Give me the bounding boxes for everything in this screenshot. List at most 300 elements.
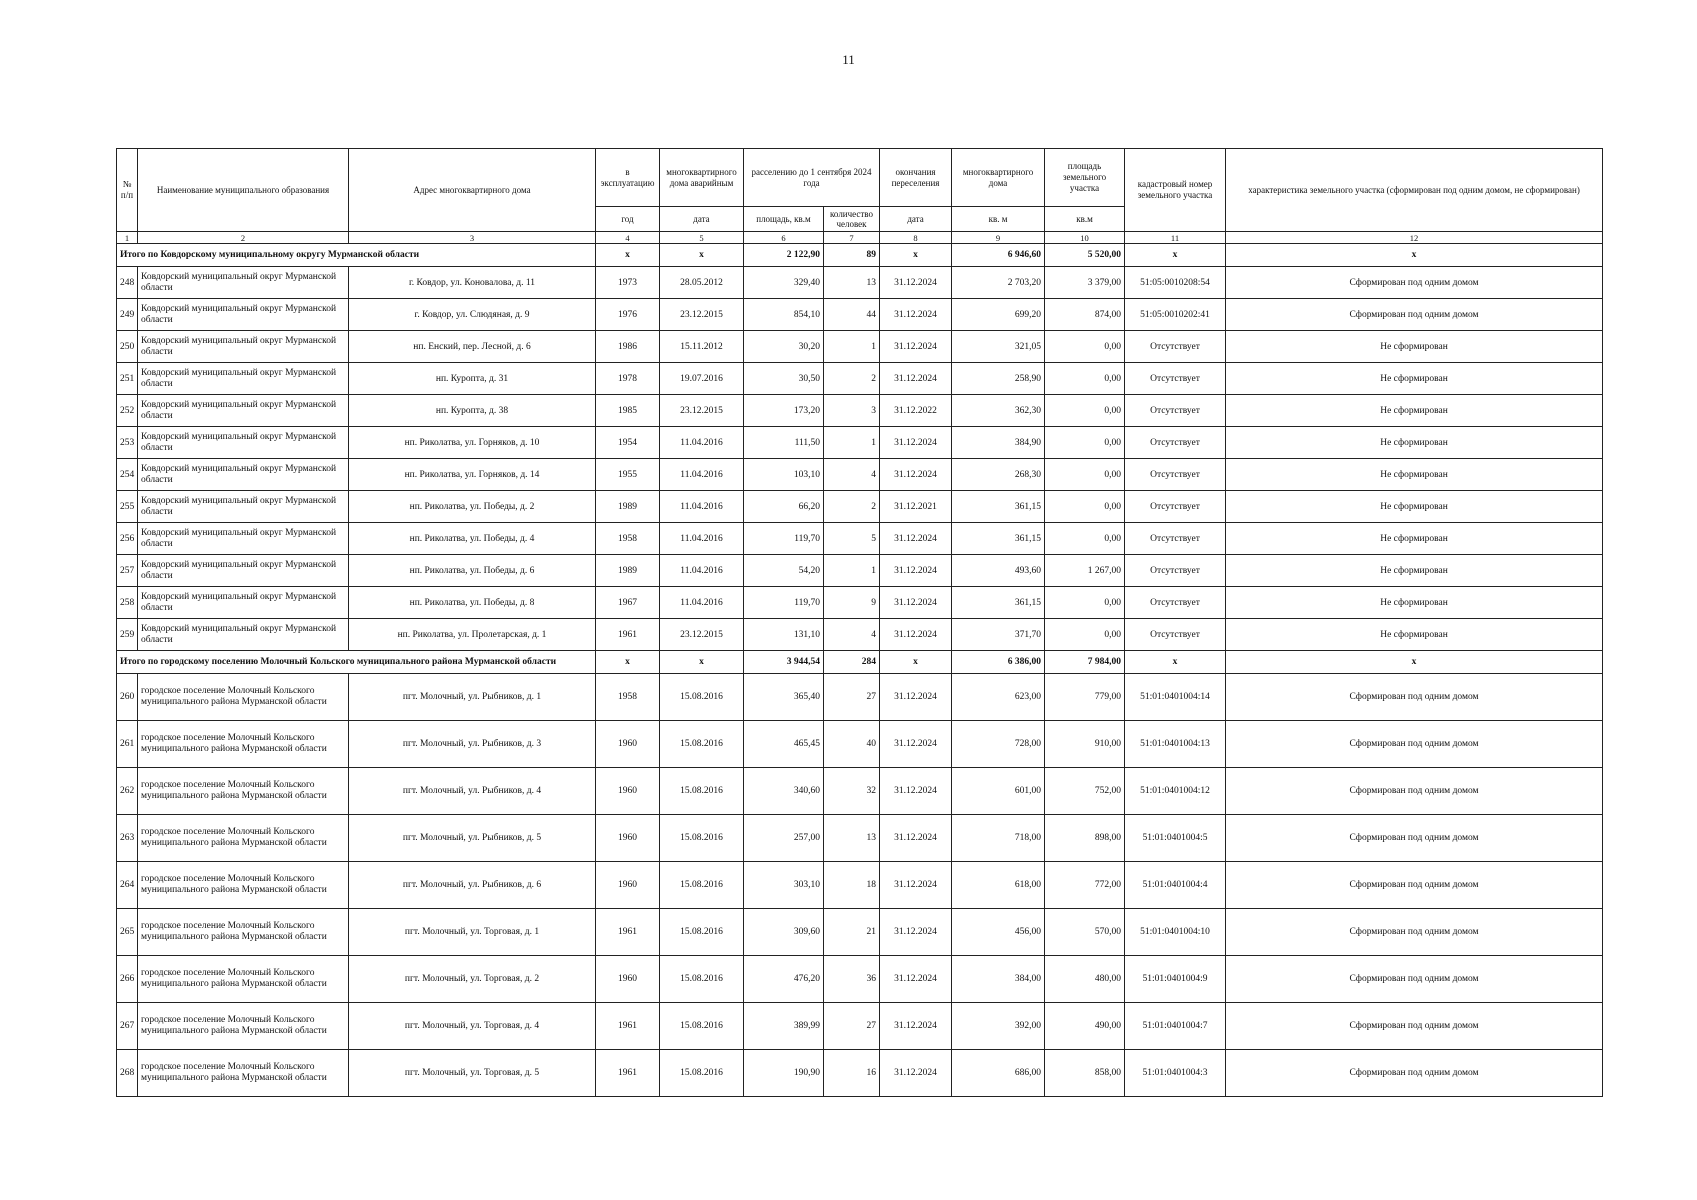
people-cell: 44 <box>824 299 880 331</box>
year-cell: 1960 <box>596 721 660 768</box>
total-row <box>117 651 1603 674</box>
total-label: Итого по городскому поселению Молочный Кольского муниципального района Мурманской области <box>117 651 596 674</box>
house-area-cell: 2 703,20 <box>952 267 1045 299</box>
people-cell: 5 <box>824 523 880 555</box>
people-cell: 2 <box>824 363 880 395</box>
area-cell: 103,10 <box>744 459 824 491</box>
municipality-cell: Ковдорский муниципальный округ Мурманской области <box>138 587 349 619</box>
people-cell: 1 <box>824 555 880 587</box>
municipality-cell: Ковдорский муниципальный округ Мурманской области <box>138 267 349 299</box>
col-area-house: многоквартирного дома <box>952 149 1045 207</box>
land-char-cell: Сформирован под одним домом <box>1226 862 1603 909</box>
col-resettle: расселению до 1 сентября 2024 года <box>744 149 880 207</box>
year-cell: 1985 <box>596 395 660 427</box>
address-cell: пгт. Молочный, ул. Рыбников, д. 3 <box>349 721 596 768</box>
row-number: 255 <box>117 491 138 523</box>
area-cell: 329,40 <box>744 267 824 299</box>
address-cell: пгт. Молочный, ул. Рыбников, д. 5 <box>349 815 596 862</box>
land-area-cell: 0,00 <box>1045 331 1125 363</box>
col-number: 8 <box>880 232 952 244</box>
municipality-cell: Ковдорский муниципальный округ Мурманской области <box>138 299 349 331</box>
emergency-date-cell: 11.04.2016 <box>660 491 744 523</box>
emergency-date-cell: 11.04.2016 <box>660 523 744 555</box>
year-cell: 1958 <box>596 674 660 721</box>
house-area-cell: 601,00 <box>952 768 1045 815</box>
total-date: x <box>660 651 744 674</box>
house-area-cell: 384,90 <box>952 427 1045 459</box>
col-emergency: многоквартирного дома аварийным <box>660 149 744 207</box>
total-area: 3 944,54 <box>744 651 824 674</box>
cadastral-cell: 51:01:0401004:9 <box>1125 956 1226 1003</box>
col-number: 5 <box>660 232 744 244</box>
row-number: 254 <box>117 459 138 491</box>
address-cell: г. Ковдор, ул. Коновалова, д. 11 <box>349 267 596 299</box>
address-cell: нп. Куропта, д. 31 <box>349 363 596 395</box>
row-number: 257 <box>117 555 138 587</box>
land-char-cell: Не сформирован <box>1226 331 1603 363</box>
cadastral-cell: Отсутствует <box>1125 395 1226 427</box>
municipality-cell: Ковдорский муниципальный округ Мурманской области <box>138 619 349 651</box>
total-date: x <box>660 244 744 267</box>
people-cell: 36 <box>824 956 880 1003</box>
year-cell: 1973 <box>596 267 660 299</box>
land-area-cell: 0,00 <box>1045 491 1125 523</box>
table-row <box>117 491 1603 523</box>
col-cadastral: кадастровый номер земельного участка <box>1125 149 1226 232</box>
table-row <box>117 267 1603 299</box>
house-area-cell: 258,90 <box>952 363 1045 395</box>
emergency-date-cell: 15.08.2016 <box>660 1003 744 1050</box>
col-number: 7 <box>824 232 880 244</box>
land-area-cell: 0,00 <box>1045 363 1125 395</box>
land-char-cell: Не сформирован <box>1226 395 1603 427</box>
year-cell: 1961 <box>596 1050 660 1097</box>
address-cell: нп. Риколатва, ул. Победы, д. 4 <box>349 523 596 555</box>
land-area-cell: 570,00 <box>1045 909 1125 956</box>
end-date-cell: 31.12.2024 <box>880 1003 952 1050</box>
col-commission: в эксплуатацию <box>596 149 660 207</box>
row-number: 263 <box>117 815 138 862</box>
emergency-date-cell: 28.05.2012 <box>660 267 744 299</box>
col-address: Адрес многоквартирного дома <box>349 149 596 232</box>
emergency-date-cell: 15.08.2016 <box>660 956 744 1003</box>
table-row <box>117 459 1603 491</box>
land-char-cell: Сформирован под одним домом <box>1226 815 1603 862</box>
emergency-date-cell: 11.04.2016 <box>660 555 744 587</box>
row-number: 262 <box>117 768 138 815</box>
municipality-cell: городское поселение Молочный Кольского муниципального района Мурманской области <box>138 815 349 862</box>
area-cell: 66,20 <box>744 491 824 523</box>
table-row <box>117 523 1603 555</box>
year-cell: 1961 <box>596 1003 660 1050</box>
area-cell: 340,60 <box>744 768 824 815</box>
total-house-area: 6 946,60 <box>952 244 1045 267</box>
cadastral-cell: Отсутствует <box>1125 555 1226 587</box>
total-cadastral: x <box>1125 651 1226 674</box>
col-number: 1 <box>117 232 138 244</box>
land-area-cell: 752,00 <box>1045 768 1125 815</box>
emergency-date-cell: 15.11.2012 <box>660 331 744 363</box>
total-year: x <box>596 244 660 267</box>
year-cell: 1976 <box>596 299 660 331</box>
house-area-cell: 686,00 <box>952 1050 1045 1097</box>
area-cell: 476,20 <box>744 956 824 1003</box>
people-cell: 18 <box>824 862 880 909</box>
municipality-cell: городское поселение Молочный Кольского муниципального района Мурманской области <box>138 1050 349 1097</box>
total-land-char: x <box>1226 651 1603 674</box>
house-area-cell: 392,00 <box>952 1003 1045 1050</box>
year-cell: 1989 <box>596 555 660 587</box>
table-row <box>117 395 1603 427</box>
total-people: 89 <box>824 244 880 267</box>
col-number: 12 <box>1226 232 1603 244</box>
land-area-cell: 0,00 <box>1045 523 1125 555</box>
end-date-cell: 31.12.2024 <box>880 427 952 459</box>
total-year: x <box>596 651 660 674</box>
cadastral-cell: 51:01:0401004:10 <box>1125 909 1226 956</box>
area-cell: 854,10 <box>744 299 824 331</box>
year-cell: 1960 <box>596 768 660 815</box>
emergency-date-cell: 11.04.2016 <box>660 587 744 619</box>
sub-sqm2: кв.м <box>1045 207 1125 232</box>
table-row <box>117 815 1603 862</box>
land-area-cell: 1 267,00 <box>1045 555 1125 587</box>
year-cell: 1958 <box>596 523 660 555</box>
end-date-cell: 31.12.2024 <box>880 299 952 331</box>
cadastral-cell: 51:01:0401004:4 <box>1125 862 1226 909</box>
emergency-date-cell: 23.12.2015 <box>660 395 744 427</box>
end-date-cell: 31.12.2022 <box>880 395 952 427</box>
house-area-cell: 493,60 <box>952 555 1045 587</box>
total-land-area: 7 984,00 <box>1045 651 1125 674</box>
emergency-date-cell: 11.04.2016 <box>660 459 744 491</box>
area-cell: 30,20 <box>744 331 824 363</box>
house-area-cell: 361,15 <box>952 587 1045 619</box>
row-number: 256 <box>117 523 138 555</box>
land-char-cell: Не сформирован <box>1226 523 1603 555</box>
people-cell: 3 <box>824 395 880 427</box>
people-cell: 16 <box>824 1050 880 1097</box>
table-row <box>117 956 1603 1003</box>
table-row <box>117 587 1603 619</box>
land-area-cell: 0,00 <box>1045 427 1125 459</box>
address-cell: пгт. Молочный, ул. Торговая, д. 5 <box>349 1050 596 1097</box>
col-number: 3 <box>349 232 596 244</box>
total-cadastral: x <box>1125 244 1226 267</box>
land-char-cell: Не сформирован <box>1226 363 1603 395</box>
row-number: 265 <box>117 909 138 956</box>
house-area-cell: 618,00 <box>952 862 1045 909</box>
land-area-cell: 0,00 <box>1045 459 1125 491</box>
column-number-row <box>117 232 1603 244</box>
land-area-cell: 910,00 <box>1045 721 1125 768</box>
address-cell: пгт. Молочный, ул. Торговая, д. 4 <box>349 1003 596 1050</box>
people-cell: 13 <box>824 267 880 299</box>
address-cell: нп. Енский, пер. Лесной, д. 6 <box>349 331 596 363</box>
table-row <box>117 674 1603 721</box>
municipality-cell: Ковдорский муниципальный округ Мурманской области <box>138 459 349 491</box>
end-date-cell: 31.12.2024 <box>880 587 952 619</box>
people-cell: 13 <box>824 815 880 862</box>
total-row <box>117 244 1603 267</box>
area-cell: 54,20 <box>744 555 824 587</box>
cadastral-cell: 51:01:0401004:12 <box>1125 768 1226 815</box>
land-area-cell: 779,00 <box>1045 674 1125 721</box>
cadastral-cell: Отсутствует <box>1125 363 1226 395</box>
land-char-cell: Не сформирован <box>1226 619 1603 651</box>
land-area-cell: 772,00 <box>1045 862 1125 909</box>
row-number: 253 <box>117 427 138 459</box>
col-end-date: окончания переселения <box>880 149 952 207</box>
end-date-cell: 31.12.2024 <box>880 909 952 956</box>
area-cell: 173,20 <box>744 395 824 427</box>
land-area-cell: 858,00 <box>1045 1050 1125 1097</box>
address-cell: пгт. Молочный, ул. Рыбников, д. 4 <box>349 768 596 815</box>
year-cell: 1960 <box>596 956 660 1003</box>
end-date-cell: 31.12.2024 <box>880 555 952 587</box>
municipality-cell: Ковдорский муниципальный округ Мурманской области <box>138 363 349 395</box>
table-row <box>117 363 1603 395</box>
table-row <box>117 768 1603 815</box>
year-cell: 1967 <box>596 587 660 619</box>
year-cell: 1978 <box>596 363 660 395</box>
land-char-cell: Сформирован под одним домом <box>1226 956 1603 1003</box>
row-number: 252 <box>117 395 138 427</box>
people-cell: 9 <box>824 587 880 619</box>
table-row <box>117 555 1603 587</box>
area-cell: 30,50 <box>744 363 824 395</box>
row-number: 251 <box>117 363 138 395</box>
address-cell: пгт. Молочный, ул. Торговая, д. 2 <box>349 956 596 1003</box>
year-cell: 1989 <box>596 491 660 523</box>
address-cell: нп. Риколатва, ул. Пролетарская, д. 1 <box>349 619 596 651</box>
sub-year: год <box>596 207 660 232</box>
emergency-date-cell: 15.08.2016 <box>660 815 744 862</box>
area-cell: 309,60 <box>744 909 824 956</box>
address-cell: нп. Куропта, д. 38 <box>349 395 596 427</box>
col-number: 10 <box>1045 232 1125 244</box>
emergency-date-cell: 15.08.2016 <box>660 674 744 721</box>
row-number: 259 <box>117 619 138 651</box>
year-cell: 1960 <box>596 862 660 909</box>
cadastral-cell: Отсутствует <box>1125 587 1226 619</box>
col-number: 6 <box>744 232 824 244</box>
row-number: 267 <box>117 1003 138 1050</box>
emergency-date-cell: 11.04.2016 <box>660 427 744 459</box>
cadastral-cell: 51:01:0401004:14 <box>1125 674 1226 721</box>
cadastral-cell: Отсутствует <box>1125 619 1226 651</box>
end-date-cell: 31.12.2024 <box>880 619 952 651</box>
area-cell: 131,10 <box>744 619 824 651</box>
table-row <box>117 909 1603 956</box>
house-area-cell: 371,70 <box>952 619 1045 651</box>
municipality-cell: городское поселение Молочный Кольского муниципального района Мурманской области <box>138 721 349 768</box>
land-char-cell: Не сформирован <box>1226 587 1603 619</box>
cadastral-cell: 51:05:0010202:41 <box>1125 299 1226 331</box>
address-cell: пгт. Молочный, ул. Торговая, д. 1 <box>349 909 596 956</box>
land-area-cell: 480,00 <box>1045 956 1125 1003</box>
end-date-cell: 31.12.2024 <box>880 523 952 555</box>
end-date-cell: 31.12.2024 <box>880 459 952 491</box>
land-area-cell: 0,00 <box>1045 587 1125 619</box>
land-char-cell: Сформирован под одним домом <box>1226 299 1603 331</box>
address-cell: нп. Риколатва, ул. Победы, д. 6 <box>349 555 596 587</box>
emergency-date-cell: 19.07.2016 <box>660 363 744 395</box>
total-house-area: 6 386,00 <box>952 651 1045 674</box>
address-cell: пгт. Молочный, ул. Рыбников, д. 1 <box>349 674 596 721</box>
end-date-cell: 31.12.2024 <box>880 815 952 862</box>
address-cell: нп. Риколатва, ул. Победы, д. 2 <box>349 491 596 523</box>
row-number: 248 <box>117 267 138 299</box>
row-number: 264 <box>117 862 138 909</box>
house-area-cell: 361,15 <box>952 491 1045 523</box>
house-area-cell: 361,15 <box>952 523 1045 555</box>
municipality-cell: городское поселение Молочный Кольского муниципального района Мурманской области <box>138 909 349 956</box>
end-date-cell: 31.12.2024 <box>880 862 952 909</box>
year-cell: 1961 <box>596 909 660 956</box>
area-cell: 389,99 <box>744 1003 824 1050</box>
emergency-date-cell: 23.12.2015 <box>660 619 744 651</box>
area-cell: 190,90 <box>744 1050 824 1097</box>
total-end-date: x <box>880 244 952 267</box>
table-row <box>117 862 1603 909</box>
col-number: 11 <box>1125 232 1226 244</box>
land-char-cell: Не сформирован <box>1226 427 1603 459</box>
sub-sqm: кв. м <box>952 207 1045 232</box>
col-num: № п/п <box>117 149 138 232</box>
end-date-cell: 31.12.2024 <box>880 721 952 768</box>
municipality-cell: Ковдорский муниципальный округ Мурманской области <box>138 395 349 427</box>
housing-register-table <box>116 148 1603 1097</box>
sub-date: дата <box>660 207 744 232</box>
sub-date2: дата <box>880 207 952 232</box>
end-date-cell: 31.12.2024 <box>880 768 952 815</box>
land-area-cell: 0,00 <box>1045 395 1125 427</box>
land-char-cell: Сформирован под одним домом <box>1226 1003 1603 1050</box>
land-char-cell: Сформирован под одним домом <box>1226 909 1603 956</box>
area-cell: 257,00 <box>744 815 824 862</box>
page-number: 11 <box>842 52 855 67</box>
land-area-cell: 898,00 <box>1045 815 1125 862</box>
cadastral-cell: Отсутствует <box>1125 459 1226 491</box>
total-land-area: 5 520,00 <box>1045 244 1125 267</box>
municipality-cell: Ковдорский муниципальный округ Мурманской области <box>138 331 349 363</box>
municipality-cell: Ковдорский муниципальный округ Мурманской области <box>138 555 349 587</box>
municipality-cell: городское поселение Молочный Кольского муниципального района Мурманской области <box>138 862 349 909</box>
land-area-cell: 490,00 <box>1045 1003 1125 1050</box>
year-cell: 1955 <box>596 459 660 491</box>
table-row <box>117 619 1603 651</box>
end-date-cell: 31.12.2024 <box>880 267 952 299</box>
cadastral-cell: 51:01:0401004:5 <box>1125 815 1226 862</box>
people-cell: 4 <box>824 459 880 491</box>
col-municipality: Наименование муниципального образования <box>138 149 349 232</box>
row-number: 266 <box>117 956 138 1003</box>
people-cell: 27 <box>824 674 880 721</box>
table-row <box>117 331 1603 363</box>
municipality-cell: городское поселение Молочный Кольского муниципального района Мурманской области <box>138 768 349 815</box>
total-people: 284 <box>824 651 880 674</box>
area-cell: 119,70 <box>744 587 824 619</box>
land-char-cell: Сформирован под одним домом <box>1226 267 1603 299</box>
sub-area: площадь, кв.м <box>744 207 824 232</box>
end-date-cell: 31.12.2024 <box>880 363 952 395</box>
address-cell: пгт. Молочный, ул. Рыбников, д. 6 <box>349 862 596 909</box>
area-cell: 111,50 <box>744 427 824 459</box>
col-number: 2 <box>138 232 349 244</box>
land-char-cell: Сформирован под одним домом <box>1226 721 1603 768</box>
year-cell: 1960 <box>596 815 660 862</box>
address-cell: нп. Риколатва, ул. Победы, д. 8 <box>349 587 596 619</box>
people-cell: 4 <box>824 619 880 651</box>
end-date-cell: 31.12.2024 <box>880 1050 952 1097</box>
address-cell: г. Ковдор, ул. Слюдяная, д. 9 <box>349 299 596 331</box>
table-row <box>117 721 1603 768</box>
address-cell: нп. Риколатва, ул. Горняков, д. 14 <box>349 459 596 491</box>
address-cell: нп. Риколатва, ул. Горняков, д. 10 <box>349 427 596 459</box>
total-label: Итого по Ковдорскому муниципальному округу Мурманской области <box>117 244 596 267</box>
house-area-cell: 384,00 <box>952 956 1045 1003</box>
emergency-date-cell: 15.08.2016 <box>660 862 744 909</box>
emergency-date-cell: 15.08.2016 <box>660 721 744 768</box>
land-char-cell: Не сформирован <box>1226 491 1603 523</box>
house-area-cell: 623,00 <box>952 674 1045 721</box>
house-area-cell: 321,05 <box>952 331 1045 363</box>
header-row <box>117 149 1603 207</box>
emergency-date-cell: 15.08.2016 <box>660 909 744 956</box>
house-area-cell: 268,30 <box>952 459 1045 491</box>
land-char-cell: Не сформирован <box>1226 555 1603 587</box>
cadastral-cell: 51:05:0010208:54 <box>1125 267 1226 299</box>
house-area-cell: 728,00 <box>952 721 1045 768</box>
col-number: 9 <box>952 232 1045 244</box>
row-number: 260 <box>117 674 138 721</box>
col-number: 4 <box>596 232 660 244</box>
house-area-cell: 456,00 <box>952 909 1045 956</box>
house-area-cell: 362,30 <box>952 395 1045 427</box>
area-cell: 365,40 <box>744 674 824 721</box>
municipality-cell: Ковдорский муниципальный округ Мурманской области <box>138 491 349 523</box>
land-char-cell: Сформирован под одним домом <box>1226 768 1603 815</box>
cadastral-cell: Отсутствует <box>1125 491 1226 523</box>
row-number: 250 <box>117 331 138 363</box>
total-land-char: x <box>1226 244 1603 267</box>
land-char-cell: Сформирован под одним домом <box>1226 674 1603 721</box>
municipality-cell: Ковдорский муниципальный округ Мурманской области <box>138 427 349 459</box>
area-cell: 119,70 <box>744 523 824 555</box>
cadastral-cell: Отсутствует <box>1125 427 1226 459</box>
col-land-char: характеристика земельного участка (сформирован под одним домом, не сформирован) <box>1226 149 1603 232</box>
sub-people: количество человек <box>824 207 880 232</box>
cadastral-cell: 51:01:0401004:7 <box>1125 1003 1226 1050</box>
row-number: 249 <box>117 299 138 331</box>
land-area-cell: 3 379,00 <box>1045 267 1125 299</box>
total-end-date: x <box>880 651 952 674</box>
emergency-date-cell: 15.08.2016 <box>660 1050 744 1097</box>
year-cell: 1954 <box>596 427 660 459</box>
people-cell: 1 <box>824 427 880 459</box>
municipality-cell: городское поселение Молочный Кольского муниципального района Мурманской области <box>138 674 349 721</box>
table-row <box>117 1003 1603 1050</box>
people-cell: 27 <box>824 1003 880 1050</box>
row-number: 258 <box>117 587 138 619</box>
year-cell: 1961 <box>596 619 660 651</box>
table-row <box>117 299 1603 331</box>
land-char-cell: Сформирован под одним домом <box>1226 1050 1603 1097</box>
year-cell: 1986 <box>596 331 660 363</box>
area-cell: 303,10 <box>744 862 824 909</box>
end-date-cell: 31.12.2024 <box>880 956 952 1003</box>
